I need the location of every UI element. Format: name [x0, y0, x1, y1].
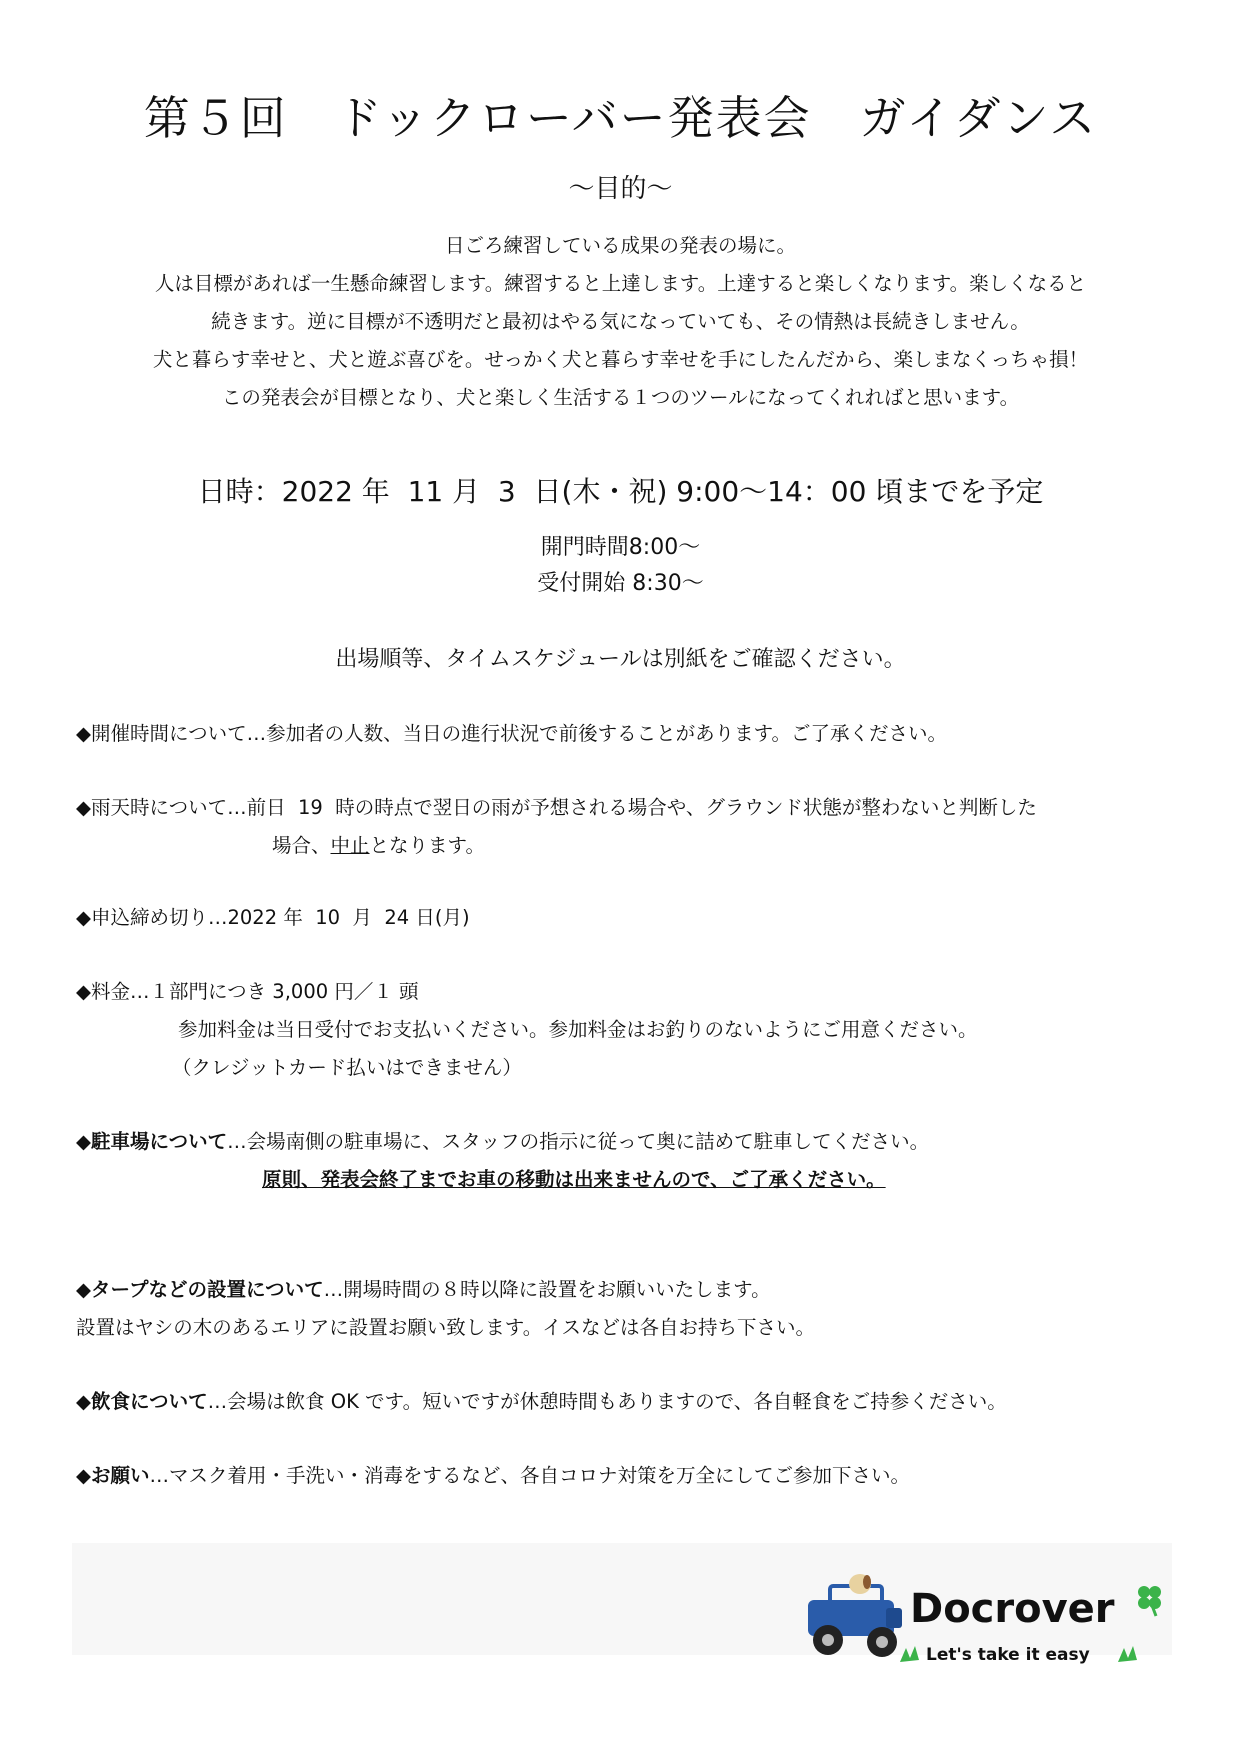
page-title: 第５回 ドックローバー発表会 ガイダンス	[143, 91, 1098, 145]
rain-item: ◆雨天時について…前日 19 時の時点で翌日の雨が予想される場合や、グラウンド状態が整わないと判断した	[76, 796, 1037, 819]
tarp-detail: 設置はヤシの木のあるエリアに設置お願い致します。イスなどは各自お持ち下さい。	[76, 1316, 816, 1339]
purpose-line: 犬と暮らす幸せと、犬と遊ぶ喜びを。せっかく犬と暮らす幸せを手にしたんだから、楽しまなくっちゃ損！	[152, 348, 1089, 371]
tarp-text: …開場時間の８時以降に設置をお願いいたします。	[323, 1278, 771, 1301]
food-heading: ◆飲食について	[76, 1390, 208, 1413]
purpose-line: 続きます。逆に目標が不透明だと最初はやる気になっていても、その情熱は長続きしません。	[211, 310, 1030, 333]
rain-text: 場合、	[272, 834, 331, 857]
gate-open-time: 開門時間8:00～	[540, 535, 701, 560]
clover-icon	[1138, 1586, 1161, 1616]
hours-item: ◆開催時間について…参加者の人数、当日の進行状況で前後することがあります。ご了承ください。	[76, 722, 948, 745]
event-date: 日時：2022 年 11 月 3 日(木・祝) 9:00～14：00 頃までを予定	[197, 475, 1044, 508]
purpose-line: この発表会が目標となり、犬と楽しく生活する１つのツールになってくれればと思います。	[221, 386, 1020, 409]
parking-heading: ◆駐車場について	[76, 1130, 228, 1153]
purpose-heading: ～目的～	[568, 174, 673, 204]
deadline-item: ◆申込締め切り…2022 年 10 月 24 日(月)	[76, 906, 470, 929]
logo-tagline: Let's take it easy	[926, 1645, 1090, 1665]
fee-note: （クレジットカード払いはできません）	[172, 1056, 522, 1079]
purpose-line: 日ごろ練習している成果の発表の場に。	[444, 234, 796, 257]
jeep-icon	[808, 1574, 902, 1657]
request-text: …マスク着用・手洗い・消毒をするなど、各自コロナ対策を万全にしてご参加下さい。	[149, 1464, 911, 1487]
docrover-logo	[800, 1570, 1170, 1670]
food-item	[76, 1386, 1007, 1414]
cancel-word: 中止	[330, 834, 370, 857]
parking-note: 原則、発表会終了までお車の移動は出来ませんので、ご了承ください。	[262, 1168, 886, 1191]
schedule-notice: 出場順等、タイムスケジュールは別紙をご確認ください。	[335, 647, 906, 672]
tarp-item	[76, 1274, 771, 1302]
tarp-heading: ◆タープなどの設置について	[76, 1278, 324, 1301]
parking-text: …会場南側の駐車場に、スタッフの指示に従って奥に詰めて駐車してください。	[227, 1130, 930, 1153]
request-heading: ◆お願い	[76, 1464, 150, 1487]
reception-time: 受付開始 8:30～	[537, 571, 704, 596]
fee-detail: 参加料金は当日受付でお支払いください。参加料金はお釣りのないようにご用意ください。	[178, 1018, 978, 1041]
parking-item	[76, 1126, 929, 1154]
request-item	[76, 1460, 910, 1488]
food-text: …会場は飲食 OK です。短いですが休憩時間もありますので、各自軽食をご持参ください。	[207, 1390, 1007, 1413]
rain-item-cont	[272, 830, 485, 858]
rain-text-end: となります。	[369, 834, 485, 857]
fee-item: ◆料金…１部門につき 3,000 円／１ 頭	[76, 980, 419, 1003]
logo-brand: Docrover	[910, 1586, 1115, 1632]
purpose-line: 人は目標があれば一生懸命練習します。練習すると上達します。上達すると楽しくなります。楽しくなると	[154, 272, 1087, 295]
